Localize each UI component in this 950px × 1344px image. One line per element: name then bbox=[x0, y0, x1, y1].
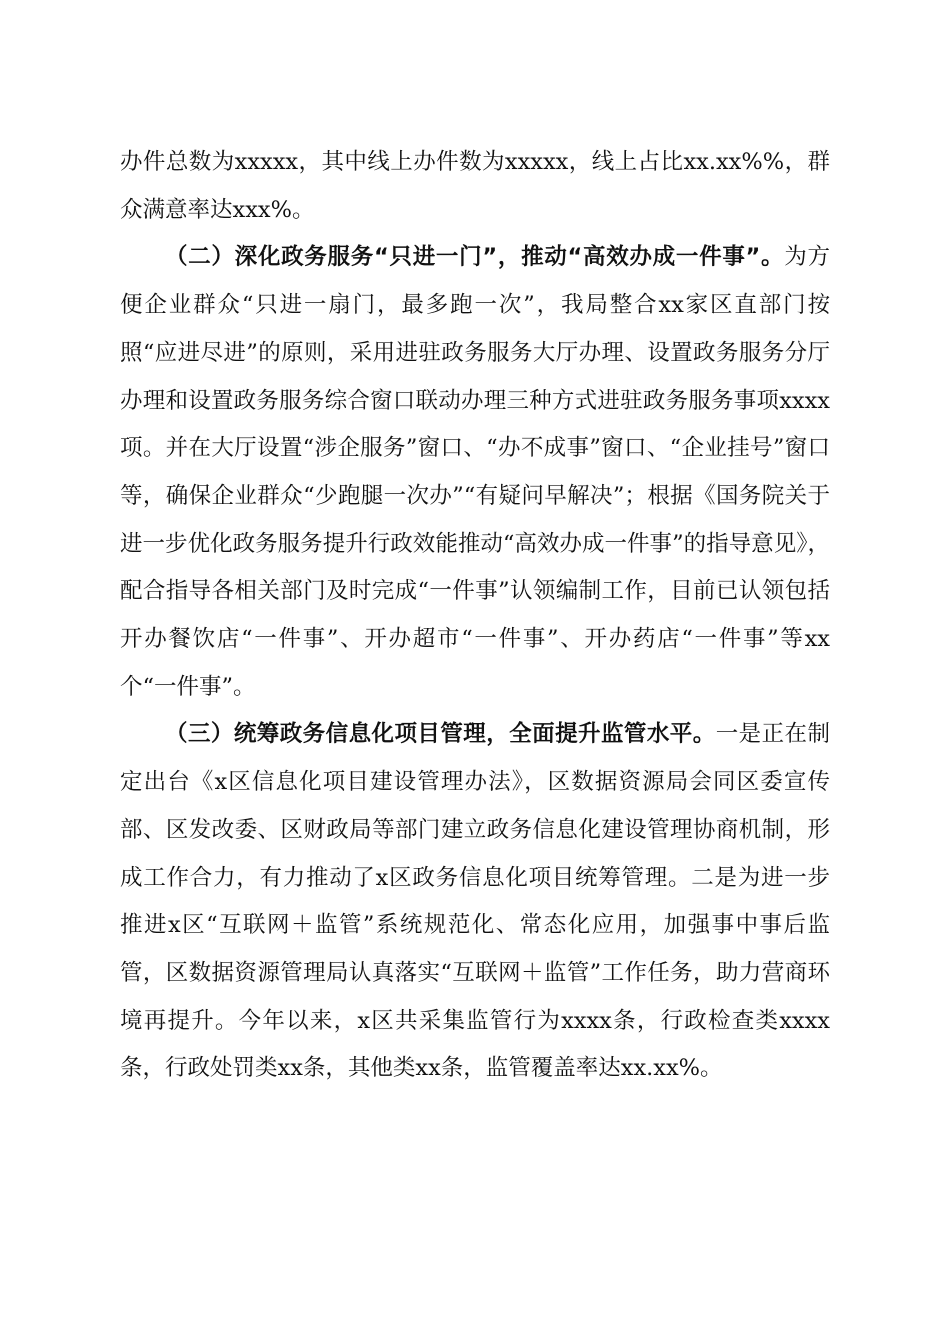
document-body bbox=[120, 139, 830, 1093]
paragraph-section-2 bbox=[120, 234, 830, 711]
section-2-heading: （二）深化政务服务“只进一门”，推动“高效办成一件事”。 bbox=[165, 244, 785, 271]
paragraph-continuation bbox=[120, 139, 830, 234]
paragraph-section-3 bbox=[120, 711, 830, 1093]
section-3-heading: （三）统筹政务信息化项目管理，全面提升监管水平。 bbox=[165, 721, 716, 748]
section-3-text: 一是正在制定出台《x区信息化项目建设管理办法》，区数据资源局会同区委宣传部、区发改委、区财政局等部门建立政务信息化建设管理协商机制，形成工作合力，有力推动了x区政务信息化项目统筹管理。二是为进一步推进x区“互联网＋监管”系统规范化、常态化应用，加强事中事后监管，区数据资源管理局认真落实“互联网＋监管”工作任务，助力营商环境再提升。今年以来，x区共采集监管行为xxxx条，行政检查类xxxx条，行政处罚类xx条，其他类xx条，监管覆盖率达xx.xx%。 bbox=[120, 721, 830, 1082]
section-2-text: 为方便企业群众“只进一扇门，最多跑一次”，我局整合xx家区直部门按照“应进尽进”的原则，采用进驻政务服务大厅办理、设置政务服务分厅办理和设置政务服务综合窗口联动办理三种方式进驻政务服务事项xxxx项。并在大厅设置“涉企服务”窗口、“办不成事”窗口、“企业挂号”窗口等，确保企业群众“少跑腿一次办”“有疑问早解决”；根据《国务院关于进一步优化政务服务提升行政效能推动“高效办成一件事”的指导意见》，配合指导各相关部门及时完成“一件事”认领编制工作，目前已认领包括开办餐饮店“一件事”、开办超市“一件事”、开办药店“一件事”等xx个“一件事”。 bbox=[120, 244, 830, 700]
paragraph-text: 办件总数为xxxxx，其中线上办件数为xxxxx，线上占比xx.xx%%，群众满意率达xxx%。 bbox=[120, 149, 830, 223]
